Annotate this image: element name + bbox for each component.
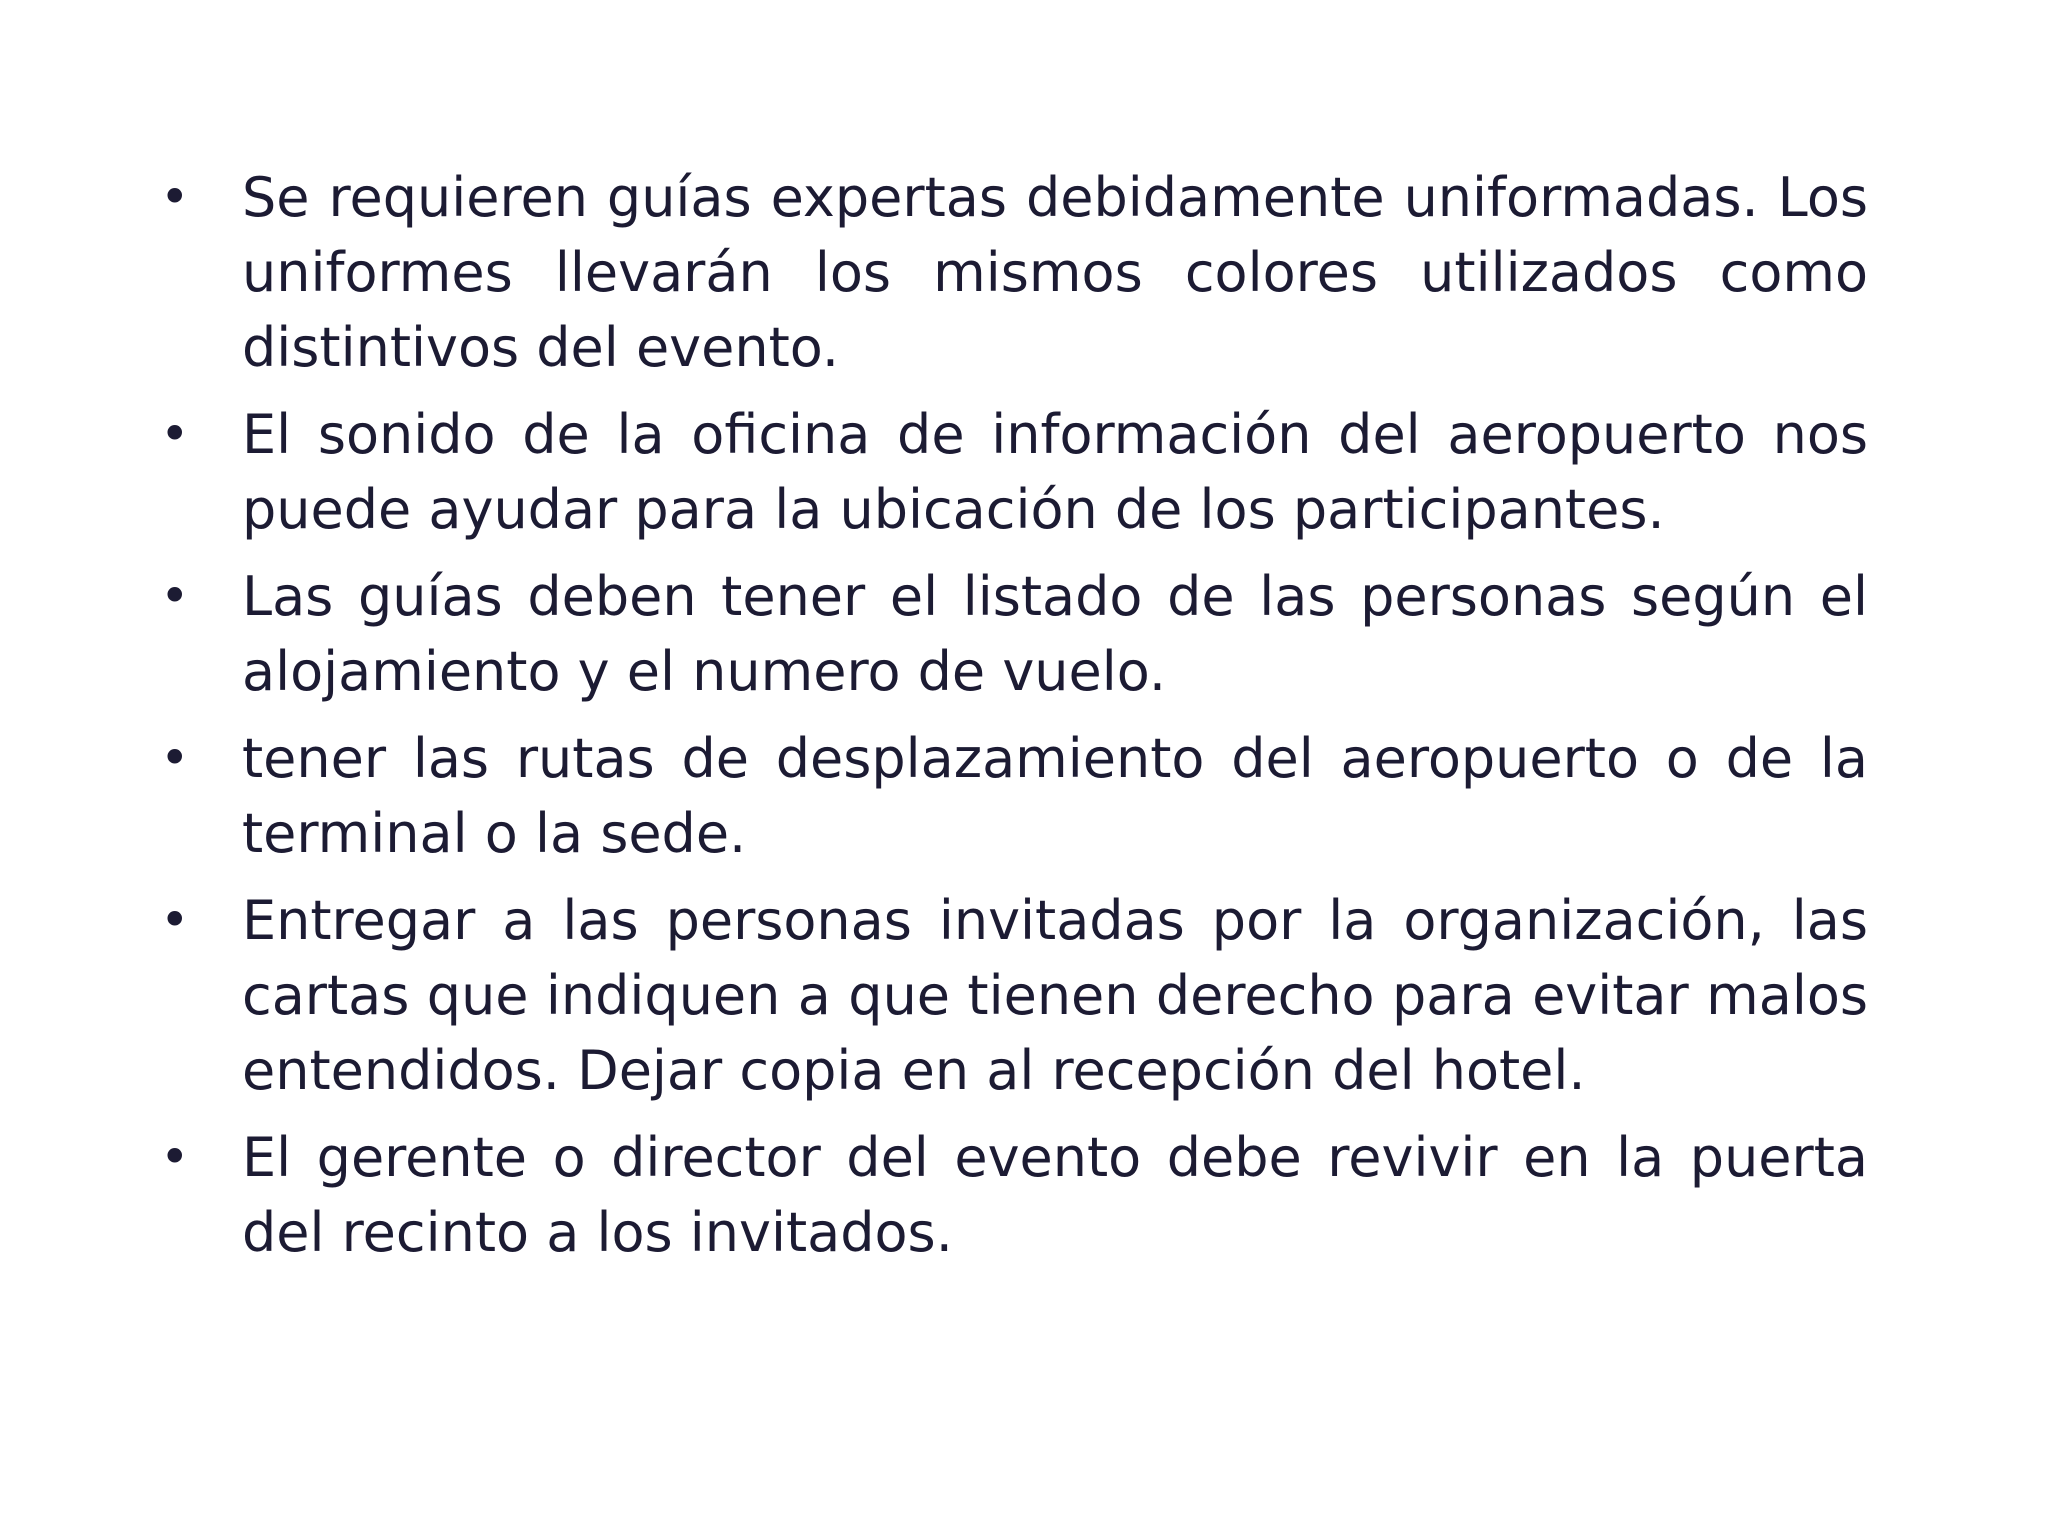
bullet-icon: •	[160, 168, 190, 226]
bullet-text: tener las rutas de desplazamiento del aeropuerto o de la terminal o la sede.	[242, 727, 1868, 865]
bullet-item-cartas	[150, 883, 1868, 1108]
bullet-item-sonido	[150, 397, 1868, 547]
bullet-item-gerente	[150, 1120, 1868, 1270]
bullet-icon: •	[160, 405, 190, 463]
bullet-icon: •	[160, 729, 190, 787]
bullet-icon: •	[160, 567, 190, 625]
bullet-list	[150, 160, 1868, 1270]
bullet-text: Las guías deben tener el listado de las personas según el alojamiento y el numero de vuelo.	[242, 565, 1868, 703]
bullet-text: El sonido de la oficina de información del aeropuerto nos puede ayudar para la ubicación de los participantes.	[242, 403, 1868, 541]
bullet-icon: •	[160, 891, 190, 949]
bullet-text: Se requieren guías expertas debidamente uniformadas. Los uniformes llevarán los mismos colores utilizados como distintivos del evento.	[242, 166, 1868, 379]
slide-content	[150, 160, 1868, 1282]
bullet-text: El gerente o director del evento debe revivir en la puerta del recinto a los invitados.	[242, 1126, 1868, 1264]
bullet-text: Entregar a las personas invitadas por la organización, las cartas que indiquen a que tienen derecho para evitar malos entendidos. Dejar copia en al recepción del hotel.	[242, 889, 1868, 1102]
bullet-icon: •	[160, 1128, 190, 1186]
bullet-item-guias	[150, 160, 1868, 385]
bullet-item-listado	[150, 559, 1868, 709]
bullet-item-rutas	[150, 721, 1868, 871]
